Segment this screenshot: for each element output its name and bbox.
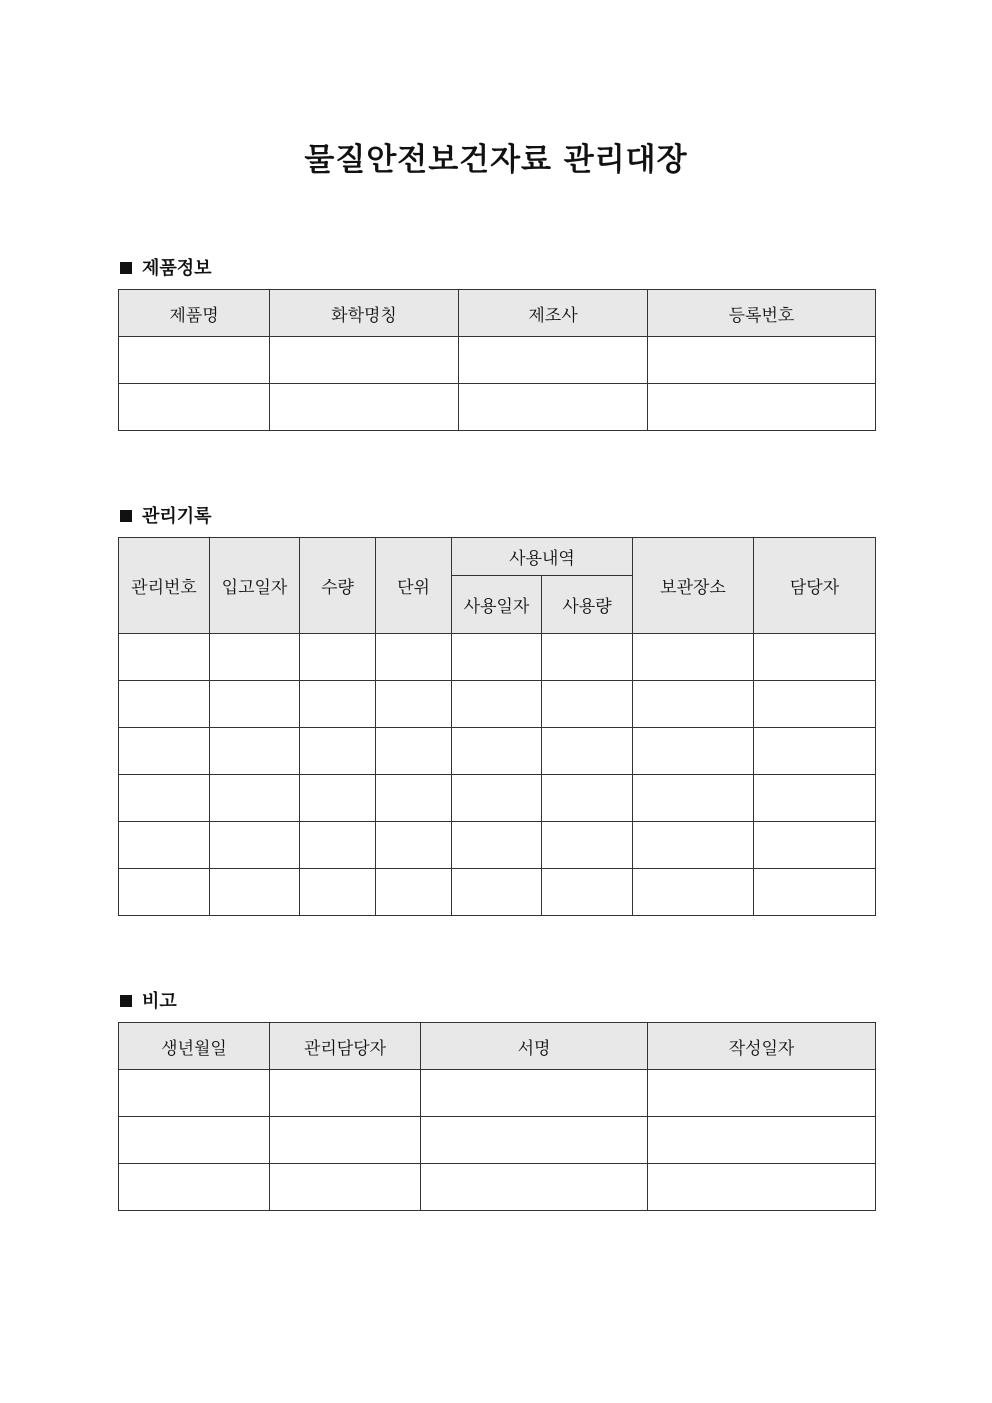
header-mgmt-no: 관리번호 [119, 538, 210, 634]
square-bullet-icon [120, 262, 132, 274]
table-cell[interactable] [633, 869, 754, 916]
table-cell[interactable] [300, 822, 376, 869]
table-cell[interactable] [300, 869, 376, 916]
table-cell[interactable] [270, 384, 459, 431]
table-cell[interactable] [754, 634, 876, 681]
table-cell[interactable] [452, 634, 542, 681]
table-cell[interactable] [270, 337, 459, 384]
table-cell[interactable] [300, 681, 376, 728]
table-cell[interactable] [633, 634, 754, 681]
table-cell[interactable] [270, 1070, 421, 1117]
header-storage-location: 보관장소 [633, 538, 754, 634]
table-row [119, 1117, 876, 1164]
record-section-heading [120, 502, 212, 528]
header-person-in-charge: 관리담당자 [270, 1023, 421, 1070]
table-cell[interactable] [542, 869, 633, 916]
table-cell[interactable] [542, 681, 633, 728]
table-cell[interactable] [119, 775, 210, 822]
table-cell[interactable] [452, 681, 542, 728]
table-row [119, 775, 876, 822]
header-use-amount: 사용량 [542, 576, 633, 634]
table-cell[interactable] [754, 728, 876, 775]
table-cell[interactable] [376, 822, 452, 869]
header-usage-history: 사용내역 [452, 538, 633, 576]
table-cell[interactable] [633, 681, 754, 728]
table-cell[interactable] [210, 728, 300, 775]
remarks-section-heading [120, 987, 177, 1013]
table-cell[interactable] [376, 728, 452, 775]
table-row [119, 337, 876, 384]
table-cell[interactable] [452, 775, 542, 822]
page-title: 물질안전보건자료 관리대장 [304, 142, 688, 178]
square-bullet-icon [120, 510, 132, 522]
table-row [119, 1164, 876, 1211]
table-cell[interactable] [300, 634, 376, 681]
table-cell[interactable] [119, 1070, 270, 1117]
table-cell[interactable] [421, 1164, 648, 1211]
table-cell[interactable] [119, 1164, 270, 1211]
table-cell[interactable] [376, 775, 452, 822]
header-signature: 서명 [421, 1023, 648, 1070]
table-cell[interactable] [421, 1117, 648, 1164]
header-quantity: 수량 [300, 538, 376, 634]
table-cell[interactable] [754, 681, 876, 728]
table-cell[interactable] [119, 384, 270, 431]
table-cell[interactable] [376, 634, 452, 681]
header-birth-date: 생년월일 [119, 1023, 270, 1070]
table-cell[interactable] [421, 1070, 648, 1117]
table-cell[interactable] [376, 681, 452, 728]
remarks-section-title: 비고 [142, 991, 177, 1012]
header-product-name: 제품명 [119, 290, 270, 337]
table-cell[interactable] [633, 728, 754, 775]
header-chemical-name: 화학명칭 [270, 290, 459, 337]
header-use-date: 사용일자 [452, 576, 542, 634]
product-section-title: 제품정보 [142, 258, 212, 279]
table-row [119, 681, 876, 728]
table-cell[interactable] [119, 337, 270, 384]
table-cell[interactable] [542, 634, 633, 681]
header-manufacturer: 제조사 [459, 290, 648, 337]
table-cell[interactable] [459, 337, 648, 384]
table-cell[interactable] [119, 869, 210, 916]
table-cell[interactable] [754, 869, 876, 916]
table-cell[interactable] [119, 1117, 270, 1164]
table-row [119, 869, 876, 916]
table-cell[interactable] [210, 822, 300, 869]
table-cell[interactable] [459, 384, 648, 431]
table-cell[interactable] [452, 728, 542, 775]
table-cell[interactable] [754, 822, 876, 869]
table-cell[interactable] [648, 384, 876, 431]
table-row [119, 728, 876, 775]
table-cell[interactable] [648, 337, 876, 384]
table-cell[interactable] [300, 775, 376, 822]
table-row [119, 634, 876, 681]
table-cell[interactable] [648, 1070, 876, 1117]
header-unit: 단위 [376, 538, 452, 634]
table-cell[interactable] [648, 1164, 876, 1211]
remarks-table [118, 1022, 876, 1211]
header-in-date: 입고일자 [210, 538, 300, 634]
table-cell[interactable] [270, 1117, 421, 1164]
product-section-heading [120, 254, 212, 280]
table-cell[interactable] [542, 822, 633, 869]
table-cell[interactable] [210, 634, 300, 681]
table-cell[interactable] [754, 775, 876, 822]
management-record-table [118, 537, 876, 916]
table-cell[interactable] [119, 728, 210, 775]
table-cell[interactable] [452, 822, 542, 869]
header-written-date: 작성일자 [648, 1023, 876, 1070]
table-cell[interactable] [119, 634, 210, 681]
table-row [119, 384, 876, 431]
table-cell[interactable] [119, 681, 210, 728]
table-cell[interactable] [270, 1164, 421, 1211]
table-cell[interactable] [119, 822, 210, 869]
header-manager: 담당자 [754, 538, 876, 634]
table-cell[interactable] [376, 869, 452, 916]
table-cell[interactable] [648, 1117, 876, 1164]
product-info-table [118, 289, 876, 431]
table-cell[interactable] [542, 728, 633, 775]
table-cell[interactable] [300, 728, 376, 775]
table-header-row [119, 290, 876, 337]
table-cell[interactable] [633, 775, 754, 822]
table-row [119, 822, 876, 869]
table-cell[interactable] [633, 822, 754, 869]
header-registration-no: 등록번호 [648, 290, 876, 337]
table-cell[interactable] [452, 869, 542, 916]
table-row [119, 1070, 876, 1117]
record-section-title: 관리기록 [142, 506, 212, 527]
table-cell[interactable] [210, 869, 300, 916]
table-cell[interactable] [210, 775, 300, 822]
table-header-row [119, 1023, 876, 1070]
square-bullet-icon [120, 995, 132, 1007]
table-cell[interactable] [542, 775, 633, 822]
table-header-row [119, 538, 876, 576]
table-cell[interactable] [210, 681, 300, 728]
